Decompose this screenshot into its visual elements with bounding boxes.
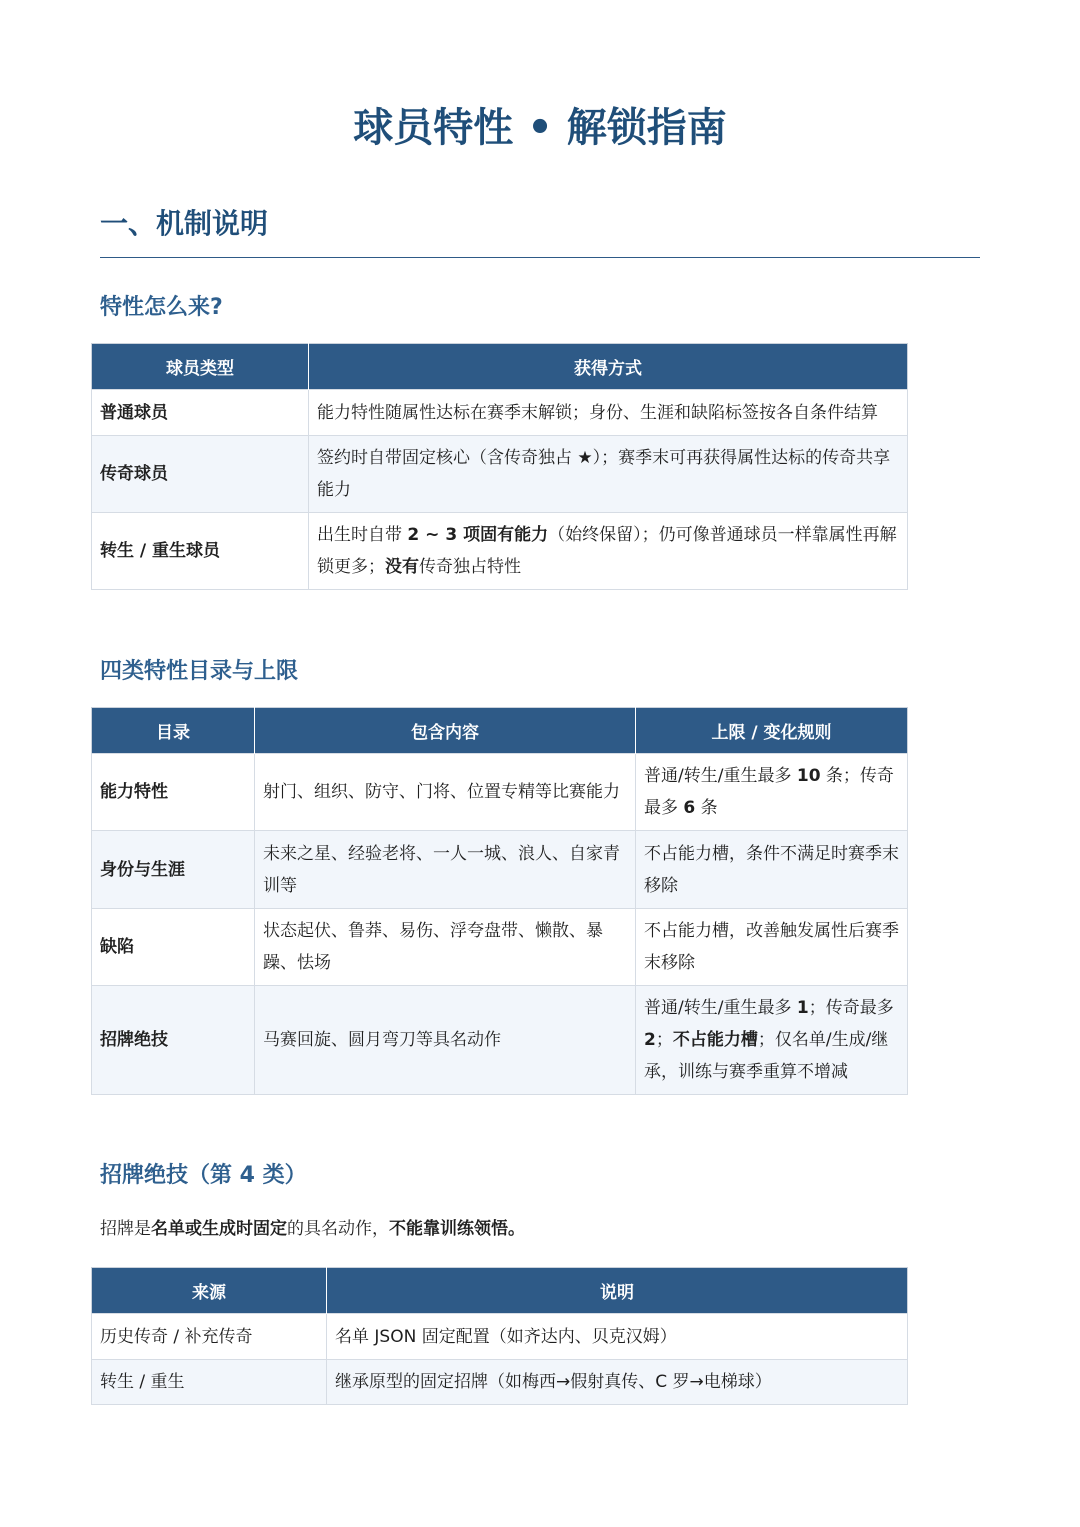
cell-category: 身份与生涯: [92, 831, 255, 909]
cell-player-type: 传奇球员: [92, 436, 309, 513]
cell-acquisition: [309, 513, 908, 590]
text-run: 招牌是: [100, 1219, 151, 1239]
cell-category: 招牌绝技: [92, 986, 255, 1095]
text-run-bold: 2 ~ 3 项固有能力: [407, 525, 549, 545]
cell-content: 未来之星、经验老将、一人一城、浪人、自家青训等: [255, 831, 636, 909]
text-run: ；仅名单/生成/继承，训练与赛季重算不增减: [644, 1030, 889, 1082]
subheading-signature-moves: 招牌绝技（第 4 类）: [100, 1163, 307, 1188]
cell-explanation: 继承原型的固定招牌（如梅西→假射真传、C 罗→电梯球）: [327, 1360, 908, 1405]
text-run-bold: 6: [683, 798, 696, 818]
table-row: [92, 909, 908, 986]
text-run: 条；传奇最多: [644, 766, 894, 818]
cell-content: 马赛回旋、圆月弯刀等具名动作: [255, 986, 636, 1095]
text-run-bold: 没有: [385, 557, 419, 577]
column-header: 目录: [92, 708, 255, 754]
table-header-row: [92, 1268, 908, 1314]
text-run: 普通/转生/重生最多: [644, 998, 797, 1018]
text-run: ；传奇最多: [808, 998, 894, 1018]
document-title: 球员特性 • 解锁指南: [353, 105, 727, 151]
section-divider: [100, 257, 980, 258]
table-row: [92, 513, 908, 590]
table-header-row: [92, 708, 908, 754]
cell-category: 缺陷: [92, 909, 255, 986]
cell-acquisition: 能力特性随属性达标在赛季末解锁；身份、生涯和缺陷标签按各自条件结算: [309, 390, 908, 436]
section-heading-mechanism: 一、机制说明: [100, 207, 269, 240]
text-run: （始终保留）；仍可像普通球员一样靠属性再解锁更多；: [317, 525, 897, 577]
cell-rule: [636, 754, 908, 831]
table-row: [92, 831, 908, 909]
table-row: [92, 1314, 908, 1360]
table-row: [92, 986, 908, 1095]
signature-intro-paragraph: [100, 1214, 525, 1244]
cell-player-type: 转生 / 重生球员: [92, 513, 309, 590]
table-header-row: [92, 344, 908, 390]
text-run: 普通/转生/重生最多: [644, 766, 797, 786]
cell-content: 射门、组织、防守、门将、位置专精等比赛能力: [255, 754, 636, 831]
column-header: 获得方式: [309, 344, 908, 390]
table-row: [92, 754, 908, 831]
text-run: 传奇独占特性: [419, 557, 521, 577]
signature-source-table: [91, 1267, 908, 1405]
text-run-bold: 不占能力槽: [672, 1030, 758, 1050]
text-run: 出生时自带: [317, 525, 408, 545]
cell-category: 能力特性: [92, 754, 255, 831]
subheading-trait-catalog: 四类特性目录与上限: [100, 659, 299, 684]
cell-rule: 不占能力槽，条件不满足时赛季末移除: [636, 831, 908, 909]
text-run: 的具名动作，: [287, 1219, 389, 1239]
text-run-bold: 不能靠训练领悟。: [389, 1219, 525, 1239]
cell-source: 转生 / 重生: [92, 1360, 327, 1405]
text-run-bold: 名单或生成时固定: [151, 1219, 287, 1239]
cell-source: 历史传奇 / 补充传奇: [92, 1314, 327, 1360]
subheading-trait-origin: 特性怎么来?: [100, 295, 223, 320]
cell-explanation: 名单 JSON 固定配置（如齐达内、贝克汉姆）: [327, 1314, 908, 1360]
text-run: 条: [695, 798, 718, 818]
cell-rule: [636, 986, 908, 1095]
trait-catalog-table: [91, 707, 908, 1095]
text-run: ；: [655, 1030, 673, 1050]
text-run-bold: 1: [796, 998, 809, 1018]
cell-acquisition: 签约时自带固定核心（含传奇独占 ★）；赛季末可再获得属性达标的传奇共享能力: [309, 436, 908, 513]
column-header: 说明: [327, 1268, 908, 1314]
text-run-bold: 2: [644, 1030, 656, 1050]
column-header: 上限 / 变化规则: [636, 708, 908, 754]
table-row: [92, 390, 908, 436]
table-row: [92, 1360, 908, 1405]
cell-rule: 不占能力槽，改善触发属性后赛季末移除: [636, 909, 908, 986]
column-header: 球员类型: [92, 344, 309, 390]
cell-player-type: 普通球员: [92, 390, 309, 436]
column-header: 包含内容: [255, 708, 636, 754]
cell-content: 状态起伏、鲁莽、易伤、浮夸盘带、懒散、暴躁、怯场: [255, 909, 636, 986]
column-header: 来源: [92, 1268, 327, 1314]
table-row: [92, 436, 908, 513]
text-run-bold: 10: [796, 766, 821, 786]
trait-origin-table: [91, 343, 908, 590]
